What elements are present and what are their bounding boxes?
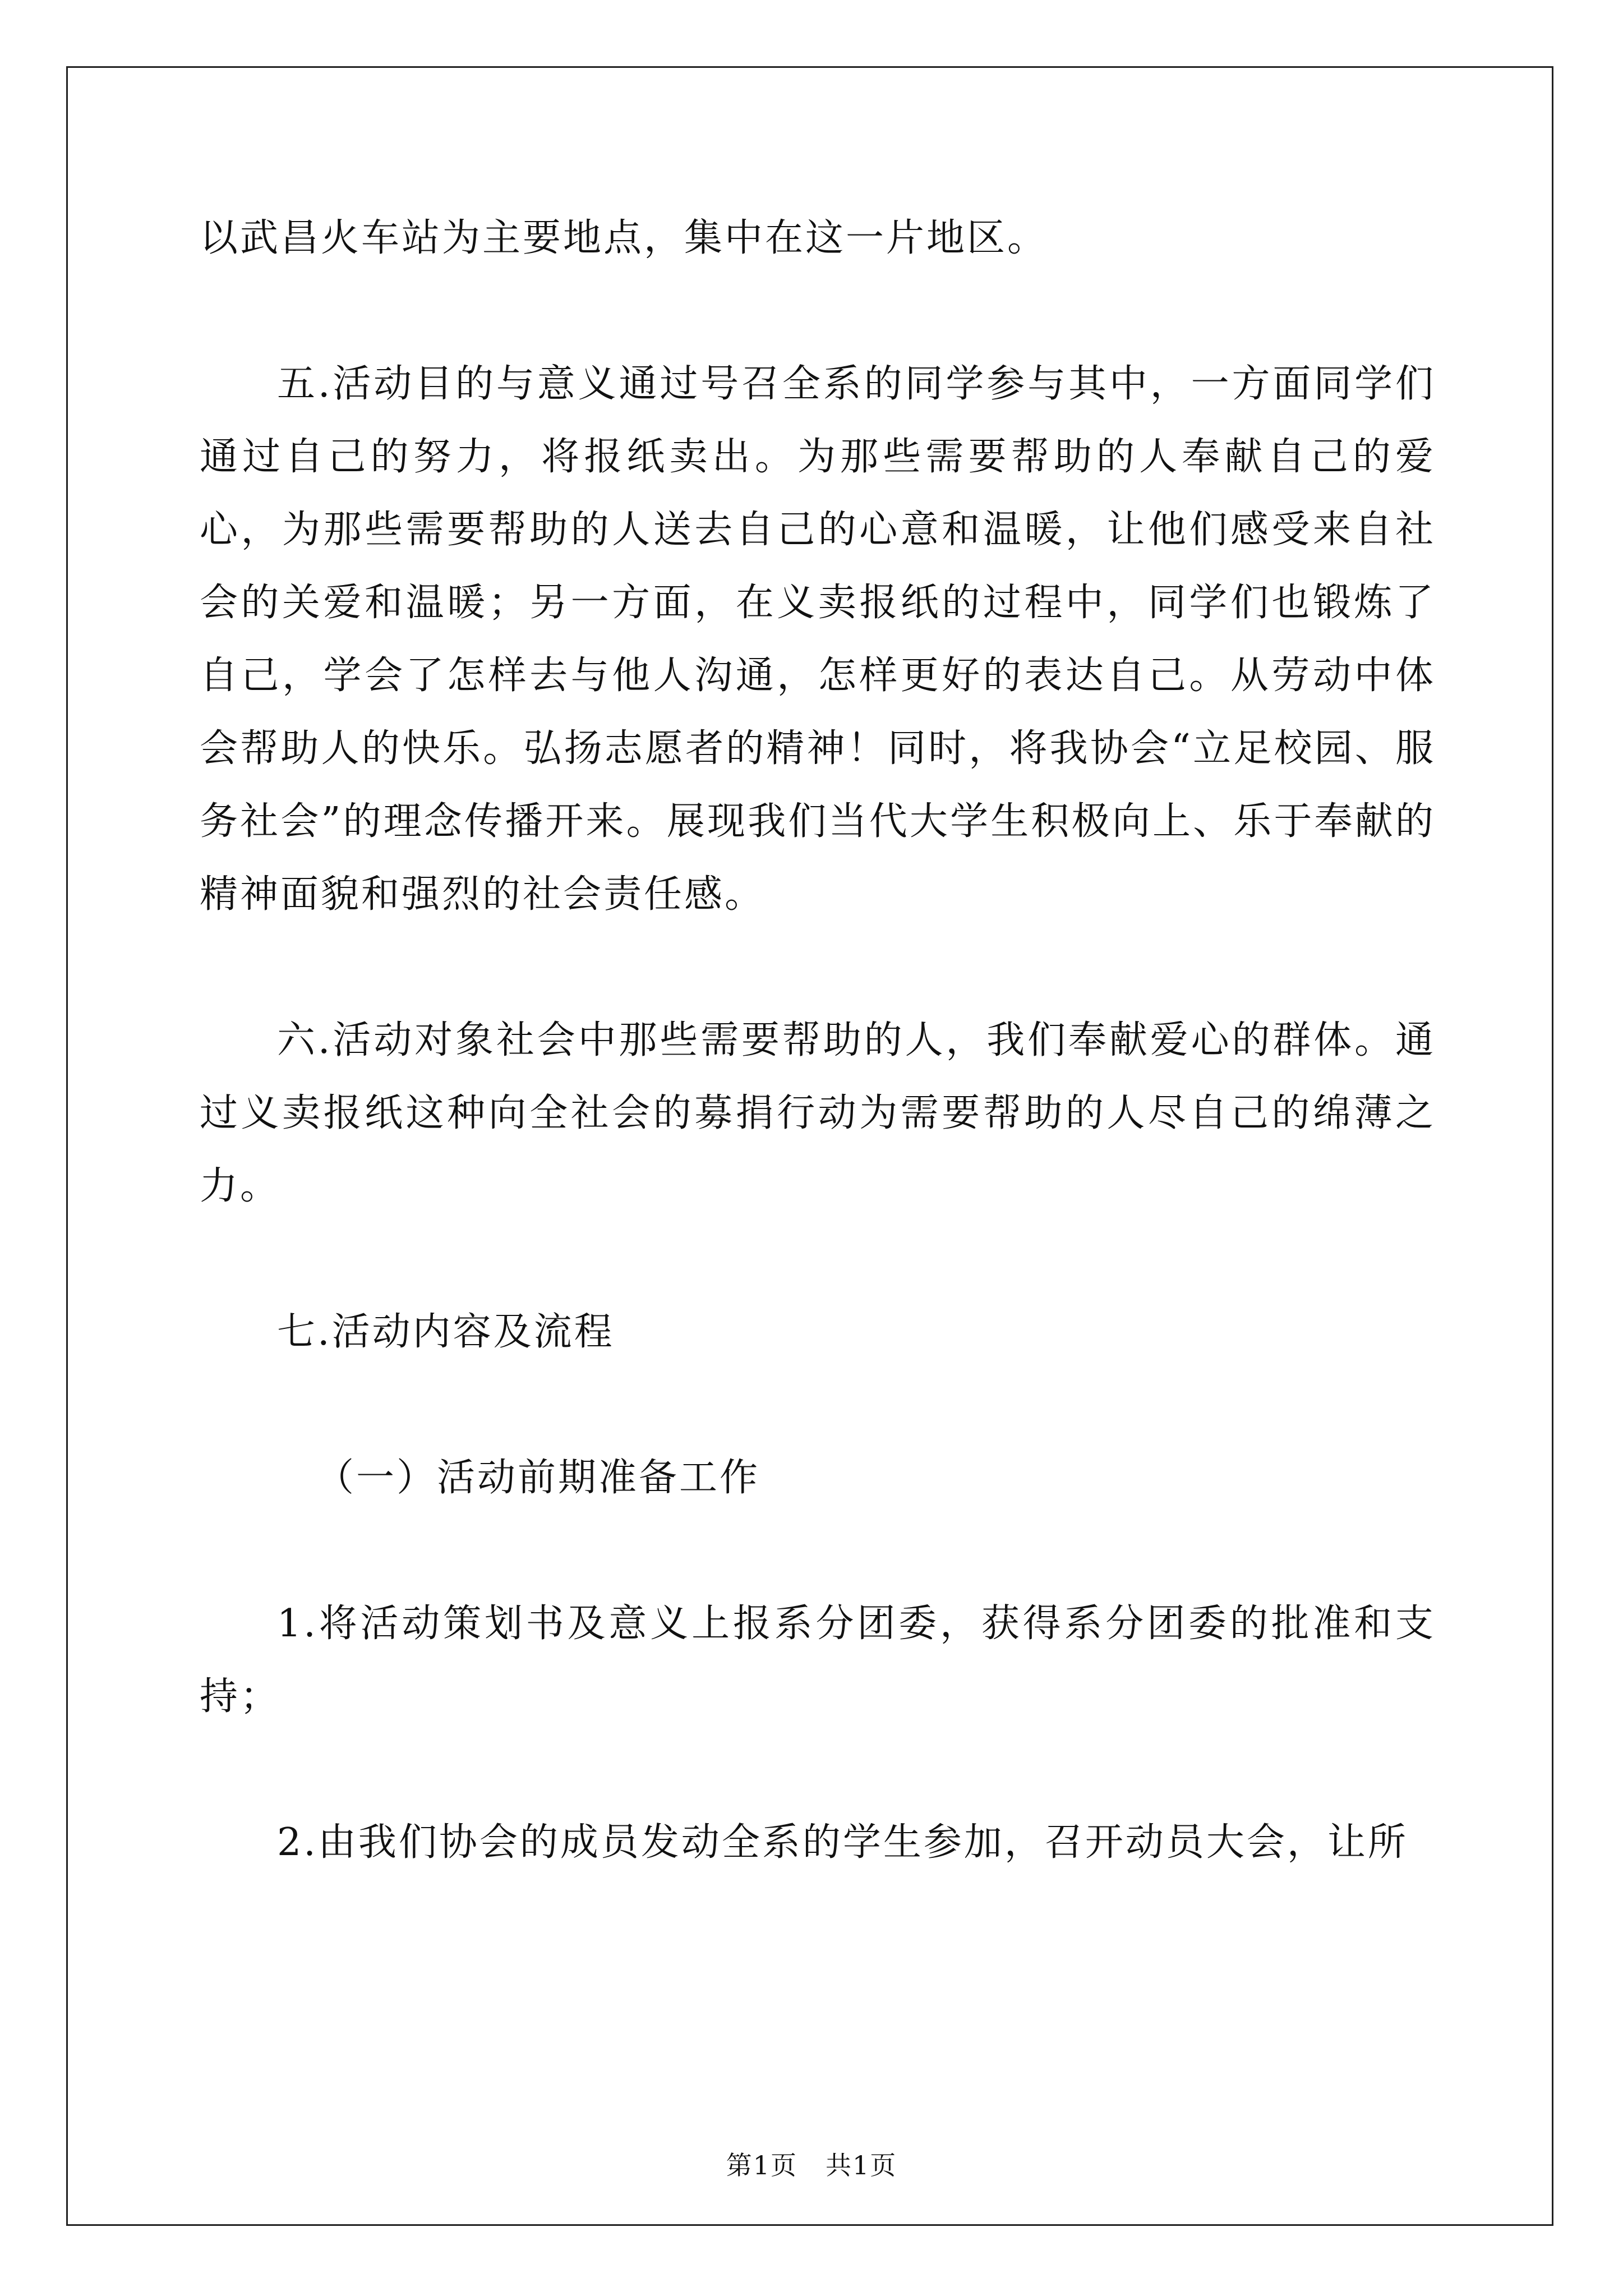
list-item-2: 2.由我们协会的成员发动全系的学生参加，召开动员大会，让所	[277, 1820, 1408, 1865]
page-total: 共1页	[825, 2150, 897, 2180]
paragraph-spacer	[200, 275, 1436, 348]
paragraph-target: 六.活动对象社会中那些需要帮助的人，我们奉献爱心的群体。通过义卖报纸这种向全社会的募捐行动为需要帮助的人尽自己的绵薄之力。	[200, 1018, 1436, 1208]
list-item-1: 1.将活动策划书及意义上报系分团委，获得系分团委的批准和支持；	[200, 1602, 1436, 1719]
paragraph-location: 以武昌火车站为主要地点，集中在这一片地区。	[200, 216, 1048, 260]
paragraph-spacer	[200, 931, 1436, 1004]
page-footer	[0, 2148, 1623, 2182]
paragraph-spacer	[200, 1223, 1436, 1296]
document-body	[200, 202, 1436, 1879]
subsection-heading-preparation: （一）活动前期准备工作	[316, 1456, 760, 1500]
paragraph-spacer	[200, 1369, 1436, 1442]
paragraph-purpose: 五.活动目的与意义通过号召全系的同学参与其中，一方面同学们通过自己的努力，将报纸卖出。为那些需要帮助的人奉献自己的爱心，为那些需要帮助的人送去自己的心意和温暖，让他们感受来自社会的关爱和温暖；另一方面，在义卖报纸的过程中，同学们也锻炼了自己，学会了怎样去与他人沟通，怎样更好的表达自己。从劳动中体会帮助人的快乐。弘扬志愿者的精神！同时，将我协会“立足校园、服务社会”的理念传播开来。展现我们当代大学生积极向上、乐于奉献的精神面貌和强烈的社会责任感。	[200, 362, 1436, 917]
page-number: 第1页	[726, 2150, 798, 2180]
paragraph-spacer	[200, 1733, 1436, 1806]
paragraph-spacer	[200, 1515, 1436, 1588]
section-heading-content: 七.活动内容及流程	[277, 1310, 615, 1354]
